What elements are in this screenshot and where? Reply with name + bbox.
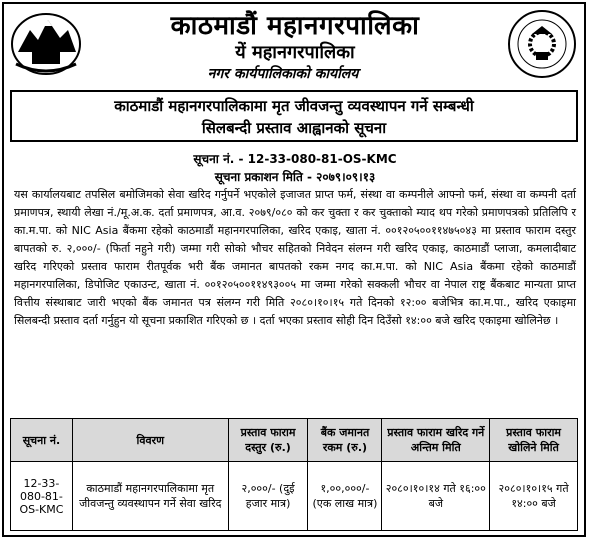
header-subtitle: यें महानगरपालिका (235, 42, 355, 63)
notice-banner (10, 90, 578, 142)
table-header-row (11, 419, 578, 462)
notice-number: सूचना नं. - 12-33-080-81-OS-KMC (193, 152, 397, 166)
tender-table (10, 418, 578, 531)
cell-form-fee: २,०००/- (दुई हजार मात्र) (228, 462, 308, 531)
header-office: नगर कार्यपालिकाको कार्यालय (207, 66, 359, 82)
cell-last-purchase-date: २०८०।१०।१४ गते १६:०० बजे (382, 462, 490, 531)
cell-notice-no: 12-33-080-81-OS-KMC (11, 462, 73, 531)
notice-body: यस कार्यालयबाट तपसिल बमोजिमको सेवा खरिद गर्नुपर्ने भएकोले इजाजत प्राप्त फर्म, संस्था वा कम्पनीले आफ्नो फर्म, संस्था वा कम्पनी दर्ता प्रमाणपत्र, स्थायी लेखा नं./मू.अ.क. दर्ता प्रमाणपत्र, आ.व. २०७९/०८० को कर चुक्ता र कर चुक्ताको म्याद थप गरेको प्रमाणपत्रको प्रतिलिपि र का.म.पा. को NIC Asia बैंकमा रहेको काठमाडौं महानगरपालिका, खरिद एकाइ, खाता नं. ००१२०५००११४७५०४३ मा प्रस्ताव फाराम दस्तुर बापतको रु. २,०००/- (फिर्ता नहुने गरी) जम्मा गरी सोको भौचर सहितको निवेदन संलग्न गरी खरिद एकाइ, काठमाडौं प्लाजा, कमलादीबाट खरिद गरिएको प्रस्ताव फाराम रीतपूर्वक भरी बैंक जमानत बापतको रकम नगद का.म.पा. को NIC Asia बैंकमा रहेको काठमाडौं महानगरपालिका, डिपोजिट एकाउन्ट, खाता नं. ००१२०५००११४९३००५ मा जम्मा गरेको सक्कली भौचर वा नेपाल राष्ट्र बैंकबाट मान्यता प्राप्त वित्तीय संस्थाबाट जारी भएको बैंक जमानत पत्र संलग्न गरी मिति २०८०।१०।१५ गते दिनको १२:०० बजेभित्र का.म.पा., खरिद एकाइमा सिलबन्दी प्रस्ताव दर्ता गर्नुहुन यो सूचना प्रकाशित गरिएको छ । दर्ता भएका प्रस्ताव सोही दिन दिउँसो १४:०० बजे खरिद एकाइमा खोलिनेछ । (14, 188, 576, 327)
notice-date: सूचना प्रकाशन मिति - २०७९।०९।१३ (214, 170, 376, 184)
table-row (11, 462, 578, 531)
header-title: काठमाडौं महानगरपालिका (170, 11, 420, 41)
col-last-purchase-date: प्रस्ताव फाराम खरिद गर्ने अन्तिम मिति (382, 419, 490, 462)
cell-opening-date: २०८०।१०।१५ गते १४:०० बजे (490, 462, 578, 531)
kmc-emblem-icon (8, 6, 84, 78)
col-opening-date: प्रस्ताव फाराम खोलिने मिति (490, 419, 578, 462)
cell-bank-guarantee: १,००,०००/- (एक लाख मात्र) (308, 462, 382, 531)
col-description: विवरण (72, 419, 228, 462)
government-seal-icon (506, 8, 578, 80)
banner-line-2: सिलबन्दी प्रस्ताव आह्वानको सूचना (201, 119, 387, 137)
col-form-fee: प्रस्ताव फाराम दस्तुर (रु.) (228, 419, 308, 462)
col-bank-guarantee: बैंक जमानत रकम (रु.) (308, 419, 382, 462)
cell-description: काठमाडौं महानगरपालिकामा मृत जीवजन्तु व्यवस्थापन गर्ने सेवा खरिद (72, 462, 228, 531)
col-notice-no: सूचना नं. (11, 419, 73, 462)
banner-line-1: काठमाडौं महानगरपालिकामा मृत जीवजन्तु व्यवस्थापन गर्ने सम्बन्धी (114, 97, 474, 115)
